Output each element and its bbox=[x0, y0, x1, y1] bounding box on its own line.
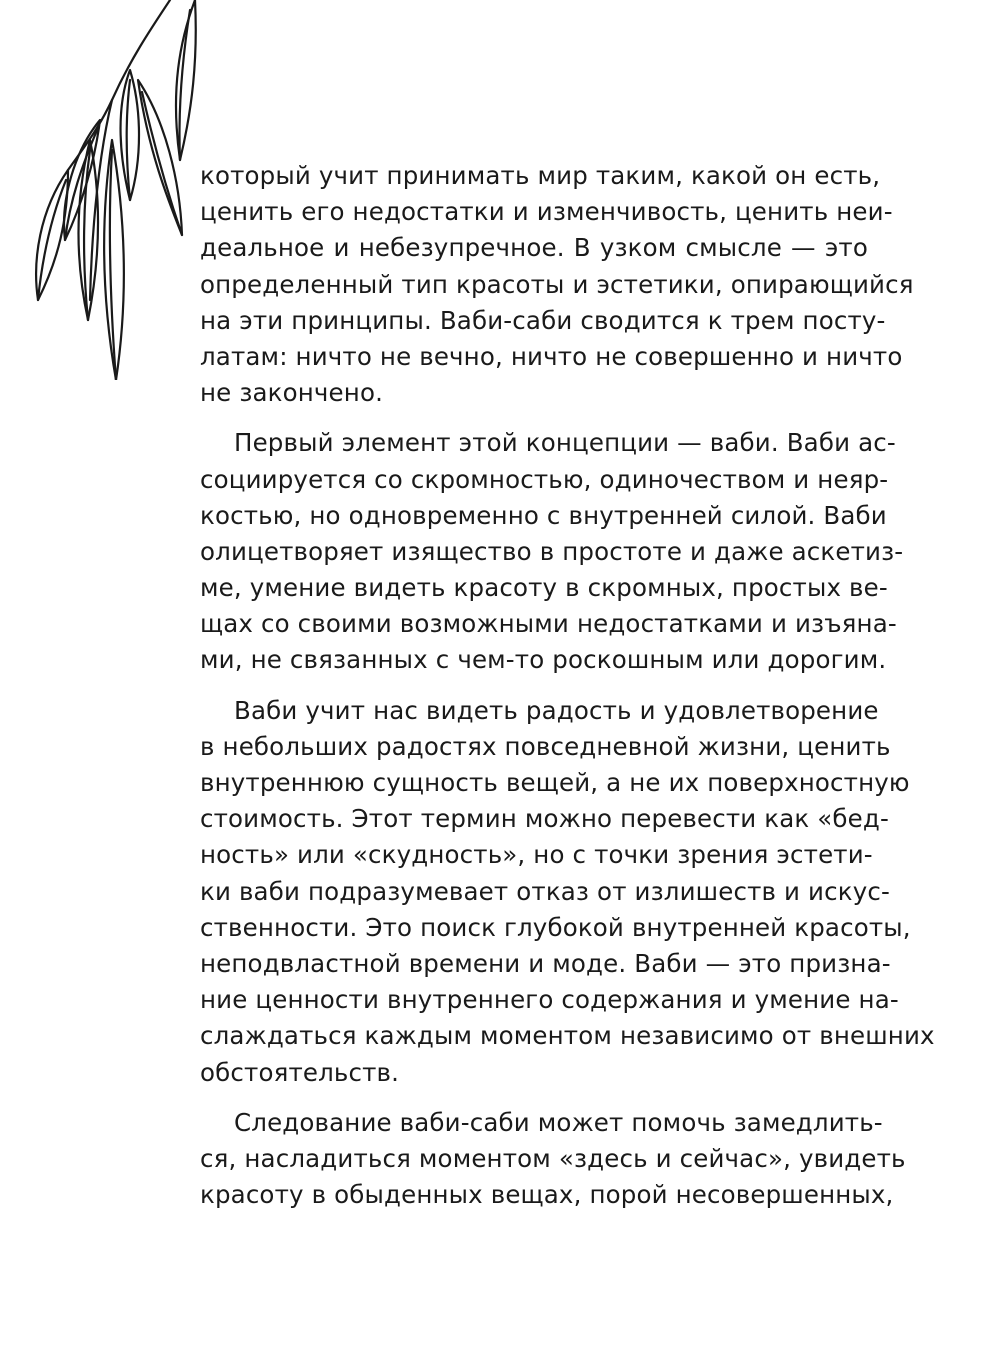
text-line: ность» или «скудность», но с точки зрения эстети- bbox=[200, 840, 873, 870]
text-line: деальное и небезупречное. В узком смысле — это bbox=[200, 233, 868, 263]
paragraph-1 bbox=[200, 158, 914, 411]
paragraph-3 bbox=[200, 693, 935, 1091]
paragraph-4 bbox=[200, 1105, 906, 1214]
text-line: социируется со скромностью, одиночеством и неяр- bbox=[200, 464, 889, 494]
text-line: ние ценности внутреннего содержания и умение на- bbox=[200, 985, 899, 1015]
text-line: не закончено. bbox=[200, 378, 384, 408]
text-line: в небольших радостях повседневной жизни, ценить bbox=[200, 731, 891, 761]
text-line: олицетворяет изящество в простоте и даже аскетиз- bbox=[200, 536, 904, 566]
text-line: стоимость. Этот термин можно перевести как «бед- bbox=[200, 804, 889, 834]
text-line: ме, умение видеть красоту в скромных, простых ве- bbox=[200, 573, 888, 603]
text-line: который учит принимать мир таким, какой он есть, bbox=[200, 161, 881, 190]
text-line: Следование ваби-саби может помочь замедлить- bbox=[234, 1107, 883, 1137]
text-line: щах со своими возможными недостатками и изъяна- bbox=[200, 609, 897, 639]
text-line: костью, но одновременно с внутренней силой. Ваби bbox=[200, 500, 887, 530]
text-line: ми, не связанных с чем-то роскошным или дорогим. bbox=[200, 645, 887, 675]
paragraph-2 bbox=[200, 425, 904, 678]
leaf-branch-icon bbox=[20, 0, 220, 380]
text-line: ся, насладиться моментом «здесь и сейчас», увидеть bbox=[200, 1143, 906, 1173]
text-line: ценить его недостатки и изменчивость, ценить неи- bbox=[200, 197, 893, 227]
text-line: обстоятельств. bbox=[200, 1057, 400, 1087]
text-line: неподвластной времени и моде. Ваби — это призна- bbox=[200, 948, 891, 978]
text-line: внутреннюю сущность вещей, а не их поверхностную bbox=[200, 768, 910, 797]
paragraph-gap bbox=[200, 679, 868, 693]
text-line: Ваби учит нас видеть радость и удовлетворение bbox=[234, 695, 879, 725]
paragraph-gap bbox=[200, 411, 868, 425]
text-line: ки ваби подразумевает отказ от излишеств и искус- bbox=[200, 876, 890, 906]
text-line: слаждаться каждым моментом независимо от внешних bbox=[200, 1021, 935, 1051]
text-line: определенный тип красоты и эстетики, опирающийся bbox=[200, 269, 914, 299]
body-text bbox=[200, 158, 935, 1213]
text-line: ственности. Это поиск глубокой внутренней красоты, bbox=[200, 912, 911, 942]
text-line: на эти принципы. Ваби-саби сводится к трем посту- bbox=[200, 305, 886, 335]
text-line: Первый элемент этой концепции — ваби. Ваби ас- bbox=[234, 428, 896, 458]
text-line: красоту в обыденных вещах, порой несовершенных, bbox=[200, 1180, 894, 1210]
paragraph-gap bbox=[200, 1091, 868, 1105]
text-line: латам: ничто не вечно, ничто не совершенно и ничто bbox=[200, 341, 903, 371]
